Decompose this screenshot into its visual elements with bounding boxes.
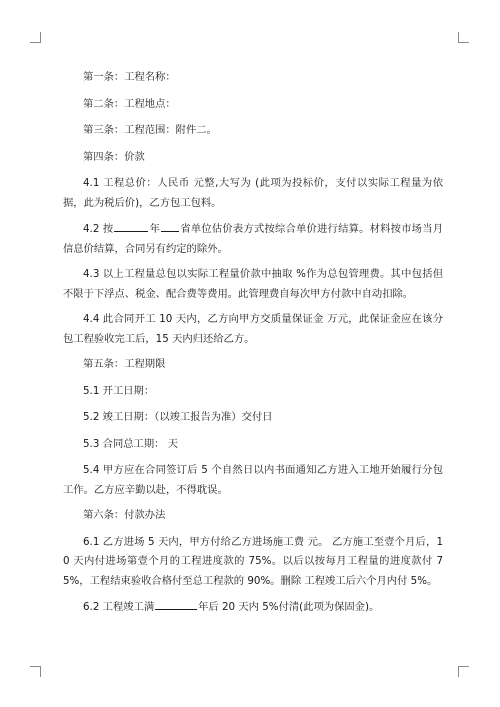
- blank-years: [155, 597, 197, 610]
- clause-6-1: 6.1 乙方进场 5 天内，甲方付给乙方进场施工费 元。 乙方施工至壹个月后，10 天内付进场第壹个月的工程进度款的 75%。以后以按每月工程量的进度款付 75%，工程结束验收合格付至总工程款的 90%。删除 工程竣工后六个月内付 5%。: [63, 535, 443, 587]
- blank-province: [161, 219, 179, 232]
- article-5-duration: 第五条：工程期限: [83, 358, 166, 370]
- crop-mark-top-left: [30, 32, 41, 43]
- clause-6-2-prefix: 6.2 工程竣工满: [83, 601, 155, 613]
- clause-4-4: 4.4 此合同开工 10 天内，乙方向甲方交质量保证金 万元，此保证金应在该分包工程验收完工后，15 天内归还给乙方。: [63, 313, 443, 345]
- clause-5-3: 5.3 合同总工期： 天: [83, 437, 178, 450]
- clause-4-3: 4.3 以上工程量总包以实际工程量价款中抽取 %作为总包管理费。其中包括但不限于下浮点、税金、配合费等费用。此管理费自每次甲方付款中自动扣除。: [63, 268, 443, 300]
- article-6-payment: 第六条：付款办法: [83, 509, 166, 521]
- crop-mark-bottom-right: [458, 666, 469, 677]
- crop-mark-bottom-left: [30, 666, 41, 677]
- article-3-project-scope: 第三条：工程范围：附件二。: [83, 124, 217, 136]
- article-2-project-location: 第二条：工程地点：: [83, 97, 176, 110]
- clause-4-2-prefix: 4.2 按: [83, 223, 114, 235]
- blank-year: [114, 219, 148, 232]
- clause-6-2: [63, 597, 443, 618]
- clause-4-2: [63, 219, 443, 259]
- contract-body: [63, 68, 443, 624]
- article-1-project-name: 第一条：工程名称：: [83, 71, 176, 83]
- crop-mark-top-right: [458, 32, 469, 43]
- clause-5-2: 5.2 竣工日期：（以竣工报告为准）交付日: [83, 411, 273, 423]
- clause-4-2-year: 年: [149, 223, 161, 235]
- clause-5-1: 5.1 开工日期：: [83, 384, 155, 397]
- article-4-price: 第四条：价款: [83, 150, 145, 163]
- clause-4-2-rest: 省单位估价表方式按综合单价进行结算。材料按市场当月信息价结算，合同另有约定的除外。: [63, 223, 444, 255]
- clause-5-4: 5.4 甲方应在合同签订后 5 个自然日以内书面通知乙方进入工地开始履行分包工作。乙方应辛勤以赴，不得耽误。: [63, 464, 443, 496]
- clause-4-1: 4.1 工程总价：人民币 元整,大写为 (此项为投标价，支付以实际工程量为依据，此为税后价)，乙方包工包料。: [63, 177, 443, 209]
- clause-6-2-rest: 年后 20 天内 5%付清(此项为保固金)。: [198, 601, 380, 613]
